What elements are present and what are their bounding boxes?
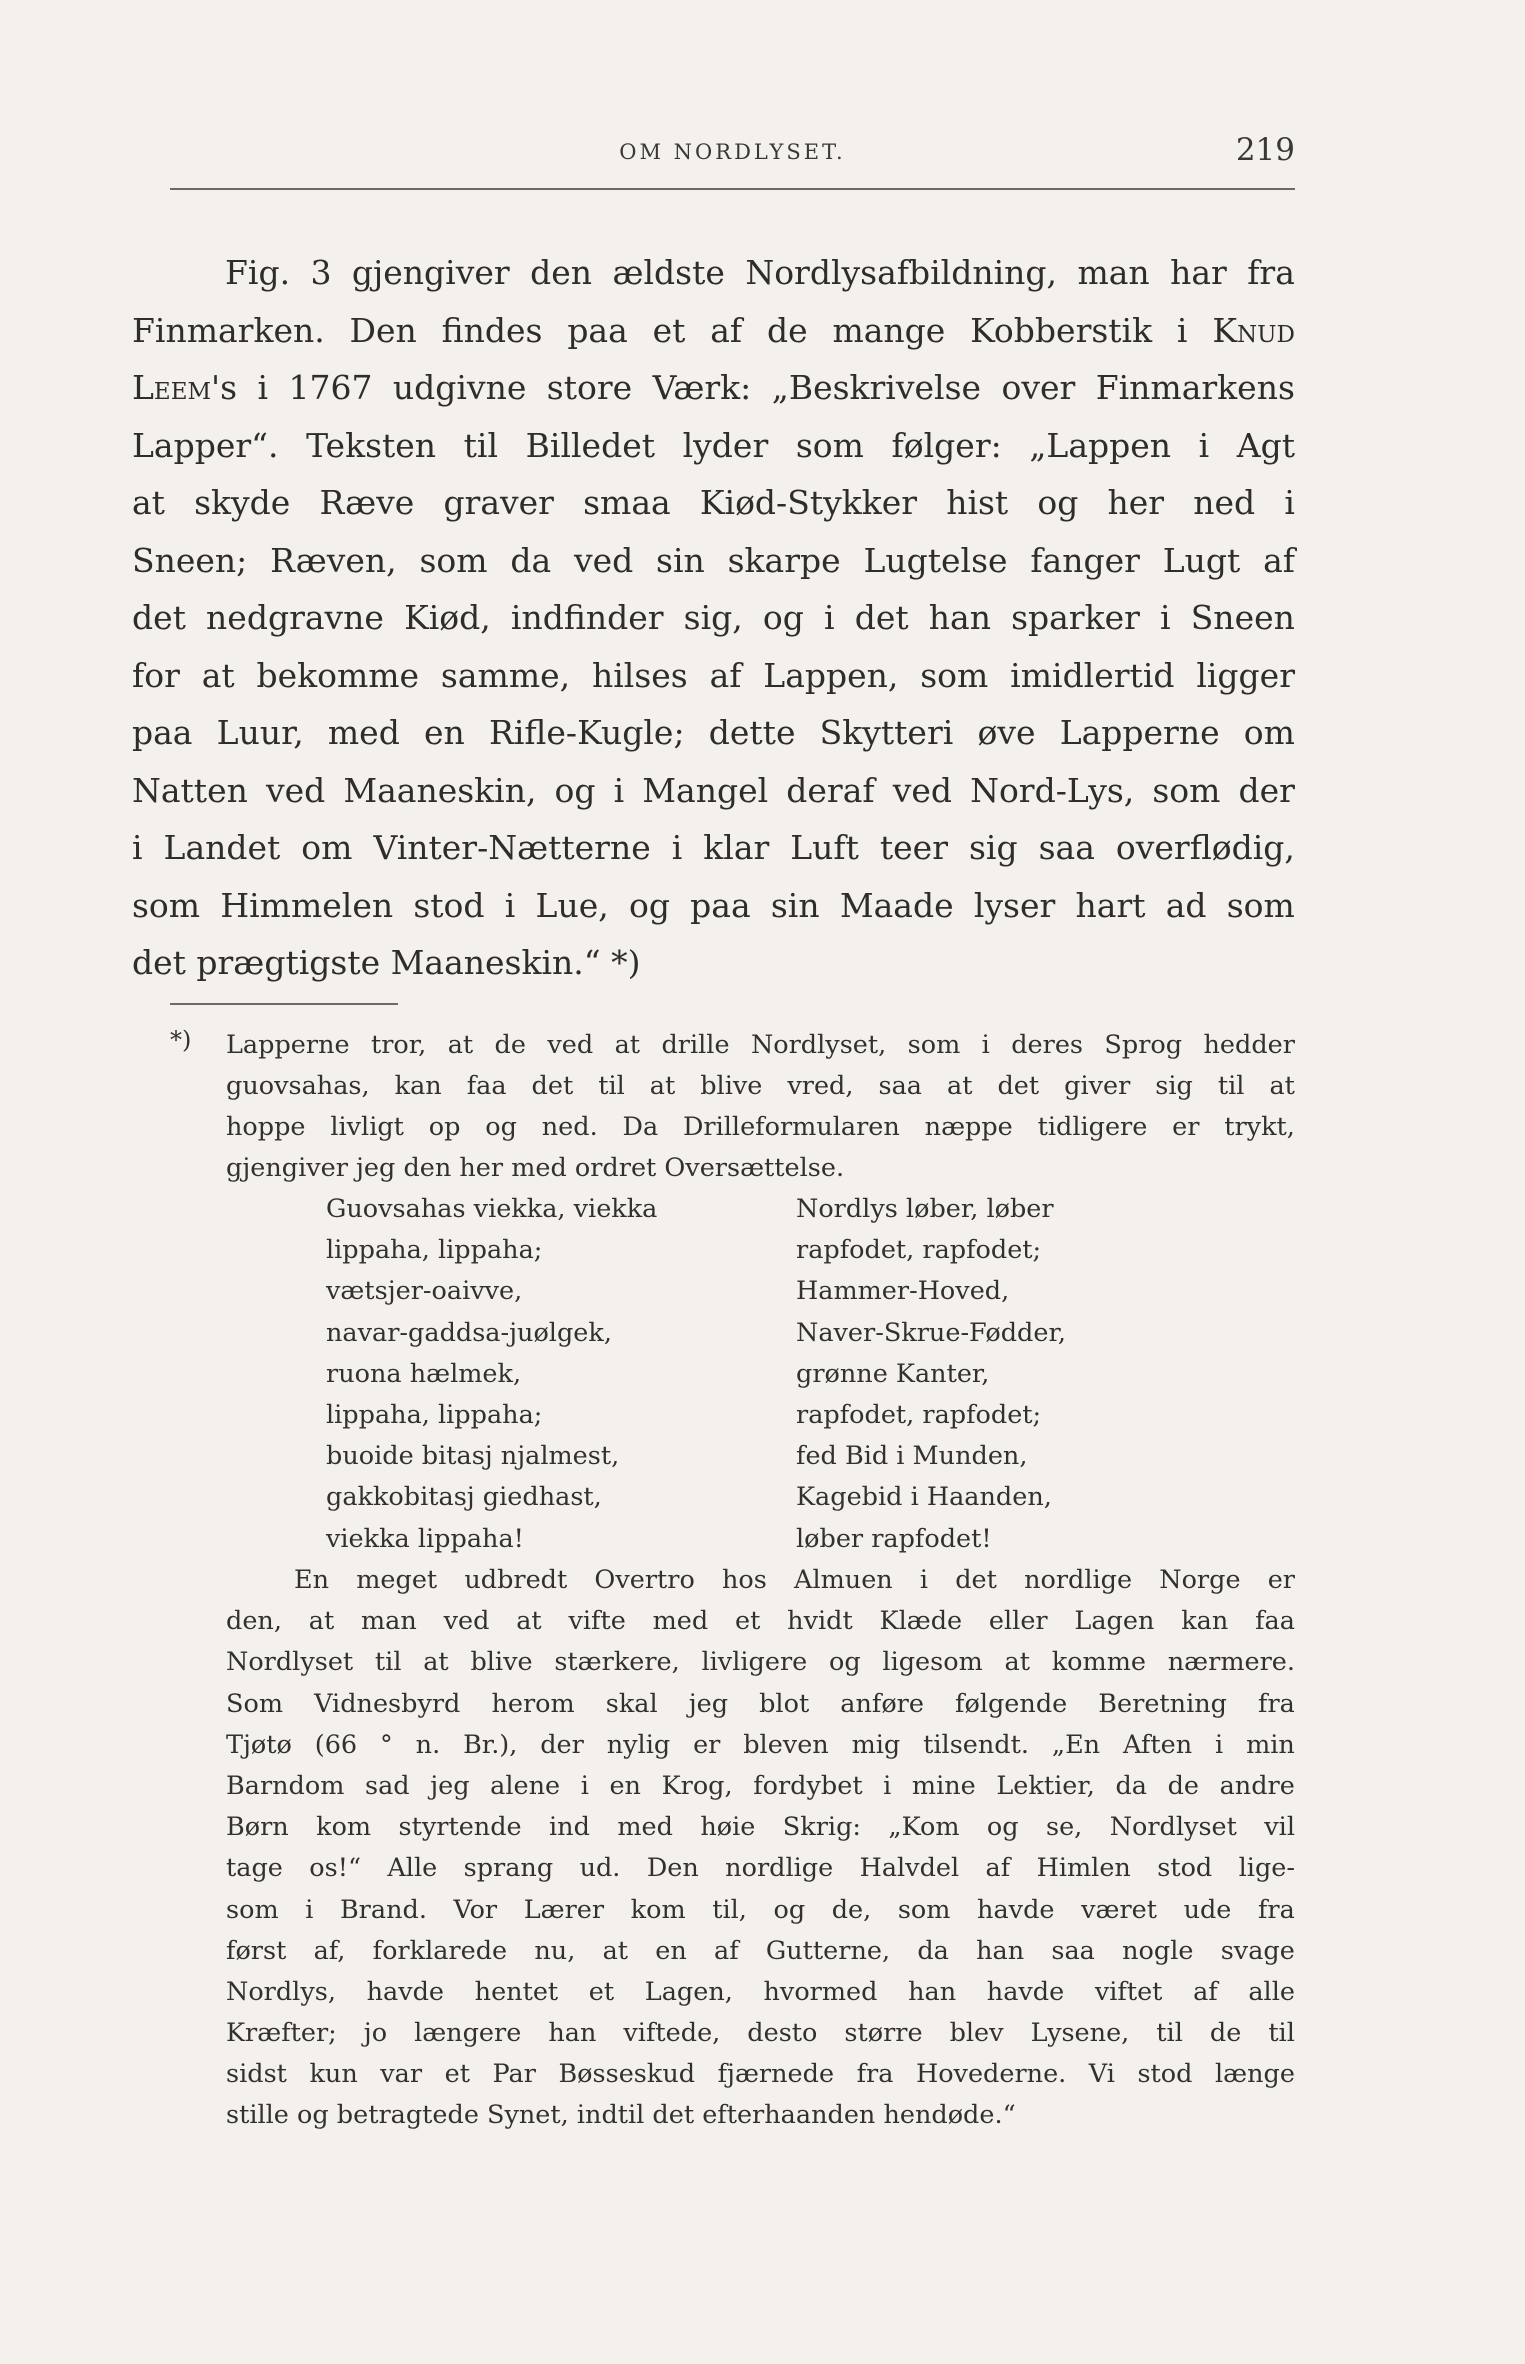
main-text-line: for at bekomme samme, hilses af Lappen, som imidlertid ligger <box>132 655 1295 695</box>
footnote-line: guovsahas, kan faa det til at blive vred, saa at det giver sig til at <box>226 1071 1295 1101</box>
running-head <box>170 132 1295 172</box>
poem-original-line: viekka lippaha! <box>326 1523 524 1554</box>
footnote-paragraph-line: den, at man ved at vifte med et hvidt Klæde eller Lagen kan faa <box>226 1606 1295 1637</box>
poem-original-line: vætsjer-oaivve, <box>326 1276 523 1307</box>
footnote-paragraph-line: Børn kom styrtende ind med høie Skrig: „Kom og se, Nordlyset vil <box>226 1812 1295 1843</box>
poem-translation-line: løber rapfodet! <box>796 1523 992 1554</box>
main-text-line: Lapper“. Teksten til Billedet lyder som følger: „Lappen i Agt <box>132 425 1295 465</box>
poem-translation-line: Kagebid i Haanden, <box>796 1482 1052 1513</box>
poem-row <box>326 1230 1126 1271</box>
footnote-paragraph-line: En meget udbredt Overtro hos Almuen i det nordlige Norge er <box>294 1565 1295 1595</box>
header-rule <box>170 188 1295 190</box>
footnote-paragraph-line: Tjøtø (66 ° n. Br.), der nylig er bleven mig tilsendt. „En Aften i min <box>226 1729 1295 1760</box>
main-text-line: Sneen; Ræven, som da ved sin skarpe Lugtelse fanger Lugt af <box>132 540 1295 580</box>
main-text-line: Leem's i 1767 udgivne store Værk: „Beskrivelse over Finmarkens <box>132 368 1295 407</box>
poem-original-line: navar-gaddsa-juølgek, <box>326 1317 612 1348</box>
poem-row <box>326 1436 1126 1477</box>
footnote-paragraph-line: tage os!“ Alle sprang ud. Den nordlige Halvdel af Himlen stod lige- <box>226 1853 1295 1884</box>
poem-original-line: gakkobitasj giedhast, <box>326 1482 602 1513</box>
footnote-paragraph-line: først af, forklarede nu, at en af Gutterne, da han saa nogle svage <box>226 1935 1295 1966</box>
poem-original-line: Guovsahas viekka, viekka <box>326 1194 658 1224</box>
poem-original-line: lippaha, lippaha; <box>326 1399 543 1430</box>
main-paragraph <box>132 244 1295 992</box>
poem-row <box>326 1354 1126 1395</box>
poem-row <box>326 1519 1126 1560</box>
poem-translation-line: Nordlys løber, løber <box>796 1194 1054 1224</box>
poem-row <box>326 1395 1126 1436</box>
main-text-line: Finmarken. Den findes paa et af de mange Kobberstik i Knud <box>132 310 1295 350</box>
footnote-paragraph-line: Nordlyset til at blive stærkere, livligere og ligesom at komme nærmere. <box>226 1647 1295 1678</box>
footnote-marker: *) <box>170 1026 192 1054</box>
footnote-paragraph-line: stille og betragtede Synet, indtil det efterhaanden hendøde.“ <box>226 2100 1016 2131</box>
main-text-line: i Landet om Vinter-Nætterne i klar Luft teer sig saa overflødig, <box>132 828 1295 867</box>
footnote-paragraph-line: sidst kun var et Par Bøsseskud fjærnede fra Hovederne. Vi stod længe <box>226 2059 1295 2090</box>
poem-row <box>326 1477 1126 1518</box>
footnote-intro <box>226 1025 1295 1189</box>
page-number: 219 <box>1235 132 1295 168</box>
main-text-line: Fig. 3 gjengiver den ældste Nordlysafbildning, man har fra <box>225 253 1295 292</box>
main-text-line: det prægtigste Maaneskin.“ *) <box>132 943 641 982</box>
main-text-line: at skyde Ræve graver smaa Kiød-Stykker hist og her ned i <box>132 483 1295 522</box>
footnote-rule <box>170 1003 398 1005</box>
poem-original-line: buoide bitasj njalmest, <box>326 1441 620 1472</box>
poem-translation-line: Hammer-Hoved, <box>796 1276 1010 1307</box>
poem-original-line: ruona hælmek, <box>326 1358 522 1389</box>
main-text-line: det nedgravne Kiød, indfinder sig, og i det han sparker i Sneen <box>132 598 1295 637</box>
poem-translation-line: Naver-Skrue-Fødder, <box>796 1317 1066 1348</box>
footnote-paragraph-line: Som Vidnesbyrd herom skal jeg blot anføre følgende Beretning fra <box>226 1688 1295 1719</box>
main-text-line: Natten ved Maaneskin, og i Mangel deraf ved Nord-Lys, som der <box>132 770 1295 810</box>
running-title: OM NORDLYSET. <box>619 140 846 164</box>
poem-translation-line: fed Bid i Munden, <box>796 1441 1028 1472</box>
poem-translation-line: grønne Kanter, <box>796 1358 990 1389</box>
poem-translation-line: rapfodet, rapfodet; <box>796 1399 1042 1430</box>
poem-row <box>326 1189 1126 1230</box>
footnote-closing-paragraph <box>226 1560 1295 2137</box>
footnote-line: hoppe livligt op og ned. Da Drilleformularen næppe tidligere er trykt, <box>226 1112 1295 1142</box>
footnote-paragraph-line: som i Brand. Vor Lærer kom til, og de, som havde været ude fra <box>226 1894 1295 1925</box>
main-text-line: som Himmelen stod i Lue, og paa sin Maade lyser hart ad som <box>132 885 1295 925</box>
footnote-line: gjengiver jeg den her med ordret Oversættelse. <box>226 1153 845 1183</box>
poem-translation-line: rapfodet, rapfodet; <box>796 1235 1042 1266</box>
footnote-line: Lapperne tror, at de ved at drille Nordlyset, som i deres Sprog hedder <box>226 1030 1295 1060</box>
poem-original-line: lippaha, lippaha; <box>326 1235 543 1266</box>
poem-row <box>326 1271 1126 1312</box>
footnote-paragraph-line: Kræfter; jo længere han viftede, desto større blev Lysene, til de til <box>226 2018 1295 2049</box>
main-text-line: paa Luur, med en Rifle-Kugle; dette Skytteri øve Lapperne om <box>132 713 1295 752</box>
footnote-paragraph-line: Nordlys, havde hentet et Lagen, hvormed han havde viftet af alle <box>226 1976 1295 2007</box>
incantation-poem <box>326 1189 1126 1560</box>
poem-row <box>326 1313 1126 1354</box>
footnote-paragraph-line: Barndom sad jeg alene i en Krog, fordybet i mine Lektier, da de andre <box>226 1770 1295 1801</box>
